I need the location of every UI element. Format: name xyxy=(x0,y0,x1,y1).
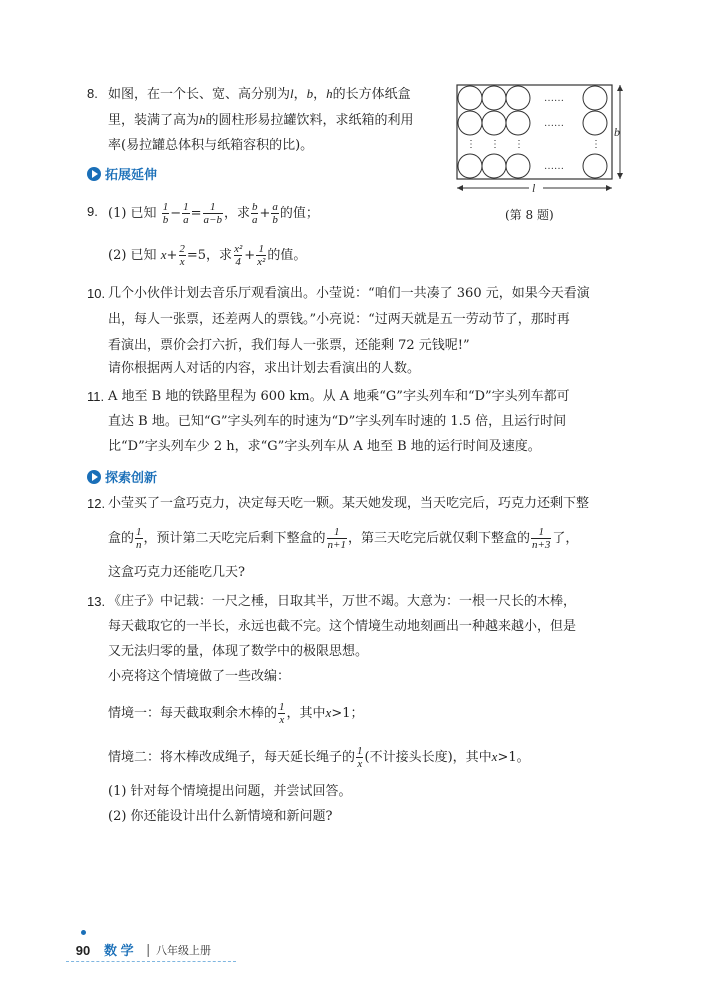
problem-13-line-2: 每天截取它的一半长，永远也截不完。这个情境生动地刻画出一种越来越小，但是 xyxy=(108,619,577,634)
problem-13-scenario-1: 情境一：每天截取剩余木棒的 $\frac{1}{x}$ ，其中x>1； xyxy=(108,701,364,726)
footer-dashed-line xyxy=(66,961,236,962)
problem-10-number: 10. xyxy=(87,286,106,301)
problem-8-figure xyxy=(452,80,632,204)
play-icon xyxy=(87,470,101,484)
footer-dot xyxy=(81,930,86,935)
problem-8-number: 8. xyxy=(87,86,98,101)
dimension-b-label: b xyxy=(614,125,620,139)
problem-10-line-3: 看演出，票价会打六折，我们每人一张票，还能剩 72 元钱呢!” xyxy=(108,338,470,353)
footer-separator: | xyxy=(146,943,151,958)
problem-10-line-2: 出，每人一张票，还差两人的票钱。”小亮说：“过两天就是五一劳动节了，那时再 xyxy=(108,312,570,327)
problem-11-line-2: 直达 B 地。已知“G”字头列车的时速为“D”字头列车时速的 1.5 倍，且运行时间 xyxy=(108,414,567,429)
box-outline xyxy=(457,85,612,179)
fig-dots-row3: …… xyxy=(544,161,564,172)
fig-vdots-4: ⋮ xyxy=(591,139,601,150)
problem-11-line-1: A 地至 B 地的铁路里程为 600 km。从 A 地乘“G”字头列车和“D”字头列车都可 xyxy=(108,389,570,404)
problem-12-number: 12. xyxy=(87,496,106,511)
problem-11-number: 11. xyxy=(87,389,105,404)
fig-vdots-1: ⋮ xyxy=(466,139,476,150)
can-circles xyxy=(458,86,607,178)
play-icon xyxy=(87,167,101,181)
problem-13-line-3: 又无法归零的量，体现了数学中的极限思想。 xyxy=(108,644,369,659)
section-exploration-heading: 探索创新 xyxy=(87,467,157,486)
page-number: 90 xyxy=(75,943,91,958)
footer-subject: 数 学 xyxy=(104,943,134,958)
problem-12-line-1: 小莹买了一盒巧克力，决定每天吃一颗。某天她发现，当天吃完后，巧克力还剩下整 xyxy=(108,496,590,511)
problem-13-question-2: (2) 你还能设计出什么新情境和新问题? xyxy=(108,809,333,824)
problem-9-part-2: (2) 已知 x+ $\frac{2}{x}$ =5，求 $\frac{\text{x²}}{4}$ + $\frac{1}{\text{x²}}$ 的值。 xyxy=(108,243,307,268)
dimension-l-label: l xyxy=(532,181,536,195)
problem-10-line-4: 请你根据两人对话的内容，求出计划去看演出的人数。 xyxy=(108,361,421,376)
problem-8-line-1: 如图，在一个长、宽、高分别为l，b，h的长方体纸盒 xyxy=(108,86,411,102)
footer-grade: 八年级上册 xyxy=(156,944,211,957)
problem-13-line-4: 小亮将这个情境做了一些改编： xyxy=(108,669,291,684)
problem-13-number: 13. xyxy=(87,594,106,609)
problem-8-line-3: 率(易拉罐总体积与纸箱容积的比)。 xyxy=(108,138,314,153)
fig-vdots-3: ⋮ xyxy=(514,139,524,150)
problem-10-line-1: 几个小伙伴计划去音乐厅观看演出。小莹说：“咱们一共凑了 360 元，如果今天看演 xyxy=(108,286,590,301)
problem-12-line-2: 盒的 $\frac{1}{n}$ ，预计第二天吃完后剩下整盒的 $\frac{1}{n+1}$ ，第三天吃完后就仅剩下整盒的 $\frac{1}{n+3}$ 了， xyxy=(108,526,579,551)
fig-vdots-2: ⋮ xyxy=(490,139,500,150)
section-extension-heading: 拓展延伸 xyxy=(87,164,157,183)
problem-13-question-1: (1) 针对每个情境提出问题，并尝试回答。 xyxy=(108,784,352,799)
problem-8-line-2: 里，装满了高为h的圆柱形易拉罐饮料，求纸箱的利用 xyxy=(108,112,414,128)
problem-9-part-1: (1) 已知 $\frac{1}{b}$ − $\frac{1}{a}$ = $\frac{1}{a-b}$ ，求 $\frac{b}{a}$ + $\frac{a}{b}$ 的值； xyxy=(108,201,319,226)
problem-13-scenario-2: 情境二：将木棒改成绳子，每天延长绳子的 $\frac{1}{x}$ (不计接头长度)，其中x>1。 xyxy=(108,745,530,770)
fig-dots-row2: …… xyxy=(544,118,564,129)
fig-dots-row1: …… xyxy=(544,93,564,104)
problem-13-line-1: 《庄子》中记载：一尺之棰，日取其半，万世不竭。大意为：一根一尺长的木棒， xyxy=(108,594,577,609)
problem-9-number: 9. xyxy=(87,204,98,219)
problem-11-line-3: 比“D”字头列车少 2 h，求“G”字头列车从 A 地至 B 地的运行时间及速度。 xyxy=(108,439,541,454)
figure-8-caption: (第 8 题) xyxy=(505,208,554,222)
problem-12-line-3: 这盒巧克力还能吃几天? xyxy=(108,565,245,580)
